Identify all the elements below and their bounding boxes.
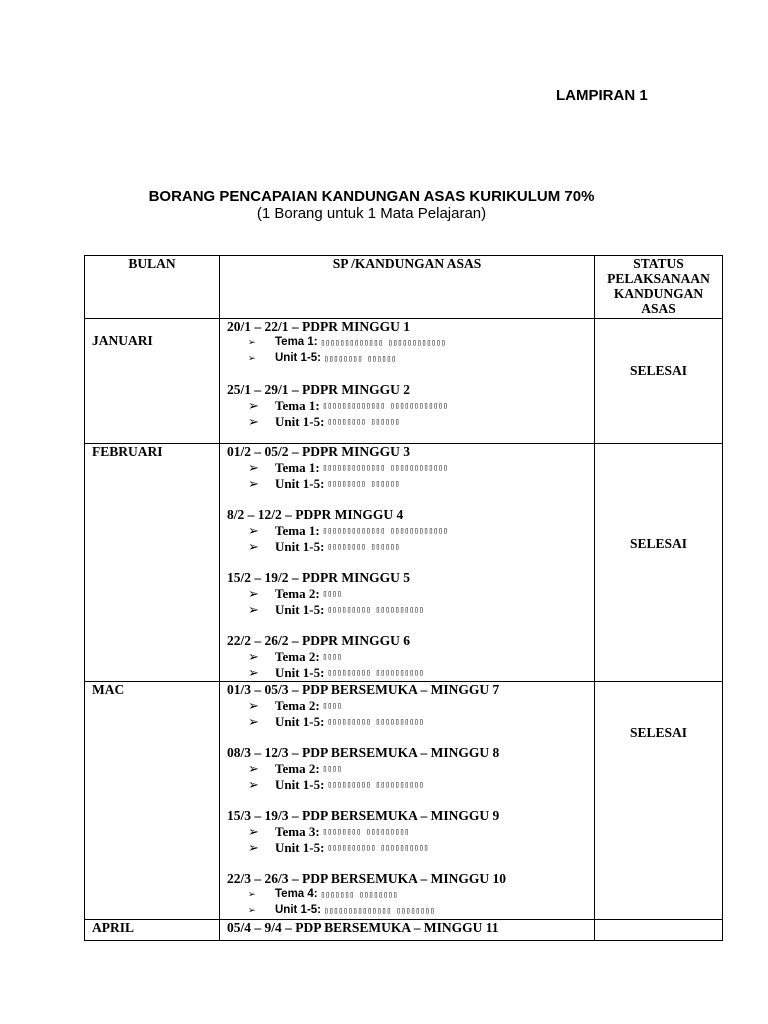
column-header-bulan: BULAN <box>85 256 220 319</box>
item-label: Tema 4: <box>275 888 318 901</box>
item-description: ▯▯▯▯▯▯▯▯▯ ▯▯▯▯▯▯▯▯▯▯ <box>327 668 424 678</box>
list-item <box>227 649 594 665</box>
arrow-bullet-icon: ➢ <box>248 353 256 364</box>
arrow-bullet-icon: ➢ <box>248 761 259 777</box>
item-description: ▯▯▯▯▯▯▯▯ ▯▯▯▯▯▯ <box>327 479 400 489</box>
list-item <box>227 698 594 714</box>
item-description: ▯▯▯▯▯▯▯▯▯▯▯▯▯ ▯▯▯▯▯▯▯▯▯▯▯▯ <box>320 338 446 348</box>
week-title: 01/2 – 05/2 – PDPR MINGGU 3 <box>227 444 410 459</box>
month-cell <box>85 682 220 920</box>
list-item <box>227 414 594 430</box>
spacer <box>227 492 594 507</box>
item-label: Tema 1: <box>275 460 320 476</box>
item-label: Unit 1-5: <box>275 539 325 555</box>
month-cell <box>85 920 220 941</box>
item-label: Unit 1-5: <box>275 777 325 793</box>
list-item <box>227 824 594 840</box>
item-label: Tema 1: <box>275 336 318 349</box>
month-cell <box>85 444 220 682</box>
item-label: Unit 1-5: <box>275 665 325 681</box>
arrow-bullet-icon: ➢ <box>248 824 259 840</box>
item-description: ▯▯▯▯ <box>322 764 342 774</box>
status-cell <box>595 920 723 941</box>
form-subtitle: (1 Borang untuk 1 Mata Pelajaran) <box>256 205 487 222</box>
item-description: ▯▯▯▯▯▯▯▯▯ ▯▯▯▯▯▯▯▯▯▯ <box>327 717 424 727</box>
week-title: 15/3 – 19/3 – PDP BERSEMUKA – MINGGU 9 <box>227 808 500 823</box>
week-title: 01/3 – 05/3 – PDP BERSEMUKA – MINGGU 7 <box>227 682 500 697</box>
list-item <box>227 460 594 476</box>
column-header-status: STATUS PELAKSANAAN KANDUNGAN ASAS <box>595 256 723 319</box>
item-description: ▯▯▯▯▯▯▯▯▯ ▯▯▯▯▯▯▯▯▯▯ <box>327 605 424 615</box>
content-cell <box>220 682 595 920</box>
list-item <box>227 586 594 602</box>
week-title: 22/3 – 26/3 – PDP BERSEMUKA – MINGGU 10 <box>227 871 507 886</box>
item-description: ▯▯▯▯ <box>322 589 342 599</box>
week-title: 08/3 – 12/3 – PDP BERSEMUKA – MINGGU 8 <box>227 745 500 760</box>
week-title: 15/2 – 19/2 – PDPR MINGGU 5 <box>227 570 410 585</box>
month-label: JANUARI <box>92 333 153 348</box>
spacer <box>227 367 594 382</box>
status-label: SELESAI <box>629 536 688 551</box>
arrow-bullet-icon: ➢ <box>248 337 256 348</box>
week-title: 22/2 – 26/2 – PDPR MINGGU 6 <box>227 633 410 648</box>
item-description: ▯▯▯▯▯▯▯▯▯ ▯▯▯▯▯▯▯▯▯▯ <box>327 780 424 790</box>
list-item <box>227 665 594 681</box>
table-row <box>85 682 723 920</box>
spacer <box>227 730 594 745</box>
list-item <box>227 351 594 367</box>
item-label: Unit 1-5: <box>275 476 325 492</box>
curriculum-table <box>84 255 723 941</box>
list-item <box>227 761 594 777</box>
appendix-label: LAMPIRAN 1 <box>556 87 648 104</box>
spacer <box>227 555 594 570</box>
table-row <box>85 920 723 941</box>
item-description: ▯▯▯▯▯▯▯▯ ▯▯▯▯▯▯ <box>327 417 400 427</box>
item-description: ▯▯▯▯ <box>322 701 342 711</box>
arrow-bullet-icon: ➢ <box>248 905 256 916</box>
list-item <box>227 714 594 730</box>
week-title: 05/4 – 9/4 – PDP BERSEMUKA – MINGGU 11 <box>227 920 499 935</box>
item-description: ▯▯▯▯ <box>322 652 342 662</box>
item-description: ▯▯▯▯▯▯▯▯▯▯▯▯▯ ▯▯▯▯▯▯▯▯▯▯▯▯ <box>322 401 448 411</box>
arrow-bullet-icon: ➢ <box>248 398 259 414</box>
week-title: 20/1 – 22/1 – PDPR MINGGU 1 <box>227 319 410 334</box>
arrow-bullet-icon: ➢ <box>248 840 259 856</box>
form-title: BORANG PENCAPAIAN KANDUNGAN ASAS KURIKULUM 70% <box>148 188 595 205</box>
status-label: SELESAI <box>629 363 688 378</box>
month-label: MAC <box>92 682 125 697</box>
status-cell <box>595 444 723 682</box>
arrow-bullet-icon: ➢ <box>248 586 259 602</box>
content-cell <box>220 920 595 941</box>
content-cell <box>220 319 595 444</box>
status-cell <box>595 319 723 444</box>
arrow-bullet-icon: ➢ <box>248 602 259 618</box>
list-item <box>227 335 594 351</box>
item-description: ▯▯▯▯▯▯▯▯ ▯▯▯▯▯▯ <box>324 354 397 364</box>
item-label: Tema 2: <box>275 586 320 602</box>
item-description: ▯▯▯▯▯▯▯▯▯▯▯▯▯▯ ▯▯▯▯▯▯▯▯ <box>324 906 435 916</box>
arrow-bullet-icon: ➢ <box>248 539 259 555</box>
item-label: Tema 2: <box>275 698 320 714</box>
item-label: Tema 2: <box>275 761 320 777</box>
spacer <box>227 618 594 633</box>
item-label: Unit 1-5: <box>275 714 325 730</box>
arrow-bullet-icon: ➢ <box>248 414 259 430</box>
item-description: ▯▯▯▯▯▯▯▯▯▯ ▯▯▯▯▯▯▯▯▯▯ <box>327 843 429 853</box>
list-item <box>227 840 594 856</box>
status-cell <box>595 682 723 920</box>
content-cell <box>220 444 595 682</box>
list-item <box>227 777 594 793</box>
item-label: Tema 1: <box>275 523 320 539</box>
item-label: Unit 1-5: <box>275 904 321 917</box>
item-label: Unit 1-5: <box>275 352 321 365</box>
item-label: Unit 1-5: <box>275 414 325 430</box>
list-item <box>227 476 594 492</box>
item-label: Tema 3: <box>275 824 320 840</box>
item-description: ▯▯▯▯▯▯▯▯ ▯▯▯▯▯▯ <box>327 542 400 552</box>
item-label: Unit 1-5: <box>275 602 325 618</box>
table-header-row <box>85 256 723 319</box>
arrow-bullet-icon: ➢ <box>248 889 256 900</box>
spacer <box>227 856 594 871</box>
item-label: Tema 1: <box>275 398 320 414</box>
arrow-bullet-icon: ➢ <box>248 523 259 539</box>
list-item <box>227 523 594 539</box>
month-label: APRIL <box>92 920 135 935</box>
item-label: Unit 1-5: <box>275 840 325 856</box>
week-title: 25/1 – 29/1 – PDPR MINGGU 2 <box>227 382 410 397</box>
week-title: 8/2 – 12/2 – PDPR MINGGU 4 <box>227 507 404 522</box>
month-cell <box>85 319 220 444</box>
item-description: ▯▯▯▯▯▯▯ ▯▯▯▯▯▯▯▯ <box>320 890 398 900</box>
status-label: SELESAI <box>629 725 688 740</box>
list-item <box>227 398 594 414</box>
column-header-kandungan: SP /KANDUNGAN ASAS <box>220 256 595 319</box>
table-row <box>85 444 723 682</box>
item-description: ▯▯▯▯▯▯▯▯▯▯▯▯▯ ▯▯▯▯▯▯▯▯▯▯▯▯ <box>322 463 448 473</box>
arrow-bullet-icon: ➢ <box>248 714 259 730</box>
arrow-bullet-icon: ➢ <box>248 698 259 714</box>
arrow-bullet-icon: ➢ <box>248 777 259 793</box>
arrow-bullet-icon: ➢ <box>248 476 259 492</box>
arrow-bullet-icon: ➢ <box>248 665 259 681</box>
item-label: Tema 2: <box>275 649 320 665</box>
table-row <box>85 319 723 444</box>
month-label: FEBRUARI <box>92 444 163 459</box>
list-item <box>227 602 594 618</box>
spacer <box>227 793 594 808</box>
item-description: ▯▯▯▯▯▯▯▯▯▯▯▯▯ ▯▯▯▯▯▯▯▯▯▯▯▯ <box>322 526 448 536</box>
item-description: ▯▯▯▯▯▯▯▯ ▯▯▯▯▯▯▯▯▯ <box>322 827 410 837</box>
arrow-bullet-icon: ➢ <box>248 649 259 665</box>
list-item <box>227 539 594 555</box>
arrow-bullet-icon: ➢ <box>248 460 259 476</box>
list-item <box>227 903 594 919</box>
list-item <box>227 887 594 903</box>
